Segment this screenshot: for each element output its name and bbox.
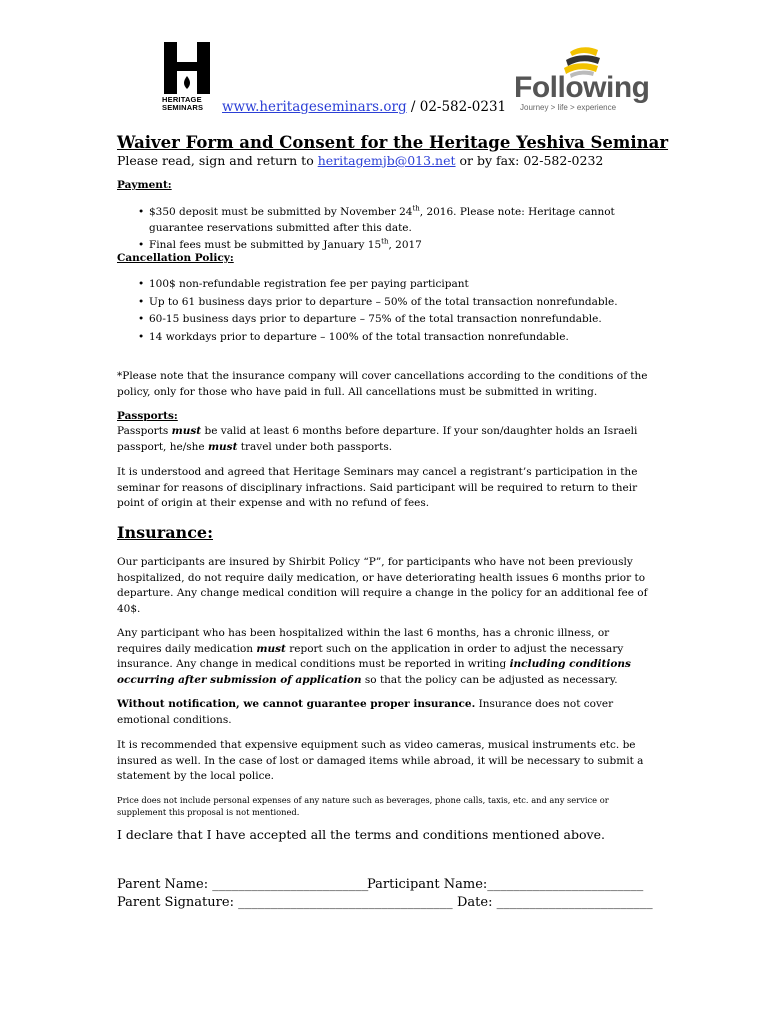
must-emphasis: must: [207, 440, 238, 453]
phone-number: / 02-582-0231: [406, 99, 507, 115]
discipline-paragraph: It is understood and agreed that Heritage Seminars may cancel a registrant’s participation in the seminar for reasons of disciplinary infractions. Said participant will be required to return to their point of origin at their expense and with no refund of fees.: [117, 466, 638, 509]
superscript: th: [412, 204, 420, 213]
date-field[interactable]: Date: ________________________: [457, 895, 653, 910]
insurance-paragraph-3: [117, 697, 642, 728]
insurance-cancellation-note: *Please note that the insurance company will cover cancellations according to the conditions of the policy, only for those who have paid in full. All cancellations must be submitted in writing.: [117, 370, 648, 398]
parent-signature-field[interactable]: Parent Signature: _________________________________: [117, 895, 453, 910]
insurance-heading: Insurance:: [117, 523, 214, 542]
bullet-icon: •: [138, 295, 145, 308]
insurance-paragraph-1: Our participants are insured by Shirbit Policy “P”, for participants who have not been previously hospitalized, do not require daily medication, or have deteriorating health issues 6 months prior to departure. Any change medical condition will require a change in the policy for an additional fee of 40$.: [117, 556, 648, 615]
email-link[interactable]: heritagemjb@013.net: [317, 153, 456, 168]
cancellation-list: [117, 277, 677, 347]
payment-item-text-end: , 2017: [388, 239, 422, 251]
cancellation-item: [117, 330, 677, 346]
must-emphasis: must: [171, 425, 202, 437]
intro-text: Please read, sign and return to: [117, 153, 318, 168]
page-title: Waiver Form and Consent for the Heritage Yeshiva Seminar: [117, 133, 669, 152]
insurance-p2-text-a: Any participant who has been hospitalized within the last 6 months, has a chronic illness, or requires daily medication: [117, 627, 610, 655]
cancellation-item-text: 14 workdays prior to departure – 100% of the total transaction nonrefundable.: [149, 330, 569, 343]
payment-item-text: Final fees must be submitted by January 15: [149, 239, 382, 251]
insurance-p2-text-b: report such on the application in order to adjust the necessary insurance. Any change in medical conditions must be reported in writing: [117, 642, 624, 670]
following-tagline: Journey > life > experience: [520, 103, 617, 112]
notification-warning: Without notification, we cannot guarantee proper insurance.: [117, 698, 476, 710]
must-emphasis: must: [256, 642, 286, 655]
website-phone-line: [222, 99, 506, 115]
passports-text: [117, 424, 662, 455]
payment-item-text-end: , 2016. Please note: Heritage cannot guarantee reservations submitted after this date.: [149, 206, 615, 234]
insurance-p3-text: Insurance does not cover emotional conditions.: [117, 698, 614, 726]
bullet-icon: •: [138, 313, 145, 325]
cancellation-item: [117, 277, 677, 293]
heritage-seminars-logo-text: [162, 96, 203, 112]
insurance-paragraph-2: [117, 626, 647, 688]
passports-text-2: be valid at least 6 months before departure. If your son/daughter holds an Israeli passport, he/she: [117, 425, 638, 453]
payment-list: [117, 205, 657, 256]
declaration-text: I declare that I have accepted all the terms and conditions mentioned above.: [117, 827, 605, 842]
price-note: Price does not include personal expenses of any nature such as beverages, phone calls, taxis, etc. and any service or supplement this proposal is not mentioned.: [117, 795, 609, 817]
bullet-icon: •: [138, 330, 145, 343]
passports-heading: Passports:: [117, 410, 178, 422]
cancellation-item: [117, 295, 677, 311]
superscript: th: [381, 237, 389, 246]
payment-heading: Payment:: [117, 179, 172, 191]
cancellation-item-text: Up to 61 business days prior to departure – 50% of the total transaction nonrefundable.: [149, 295, 618, 308]
cancellation-item-text: 100$ non-refundable registration fee per paying participant: [149, 278, 469, 290]
payment-item-text: $350 deposit must be submitted by November 24: [149, 206, 413, 218]
intro-fax: or by fax: 02-582-0232: [455, 153, 604, 168]
website-link[interactable]: www.heritageseminars.org: [222, 99, 407, 115]
parent-name-field[interactable]: Parent Name: ________________________: [117, 877, 369, 892]
payment-item: [117, 205, 657, 236]
cancellation-item: [117, 312, 677, 328]
participant-name-field[interactable]: Participant Name:________________________: [367, 877, 644, 892]
conditions-emphasis: including conditions occurring after submission of application: [117, 658, 631, 686]
passports-text-3: travel under both passports.: [237, 440, 393, 453]
bullet-icon: •: [138, 206, 145, 218]
logo-line-1: HERITAGE: [162, 95, 202, 104]
insurance-p2-text-c: so that the policy can be adjusted as necessary.: [361, 673, 618, 686]
logo-line-2: SEMINARS: [162, 103, 204, 112]
cancellation-heading: Cancellation Policy:: [117, 252, 234, 264]
bullet-icon: •: [138, 278, 145, 290]
bullet-icon: •: [138, 239, 145, 251]
following-logo-text: Following: [514, 71, 650, 104]
intro-line: [117, 153, 603, 168]
cancellation-item-text: 60-15 business days prior to departure – 75% of the total transaction nonrefundable.: [149, 313, 602, 325]
insurance-paragraph-4: It is recommended that expensive equipment such as video cameras, musical instruments etc. be insured as well. In the case of lost or damaged items while abroad, it will be necessary to submit a statement by the local police.: [117, 739, 644, 782]
passports-text-1: Passports: [117, 425, 172, 437]
